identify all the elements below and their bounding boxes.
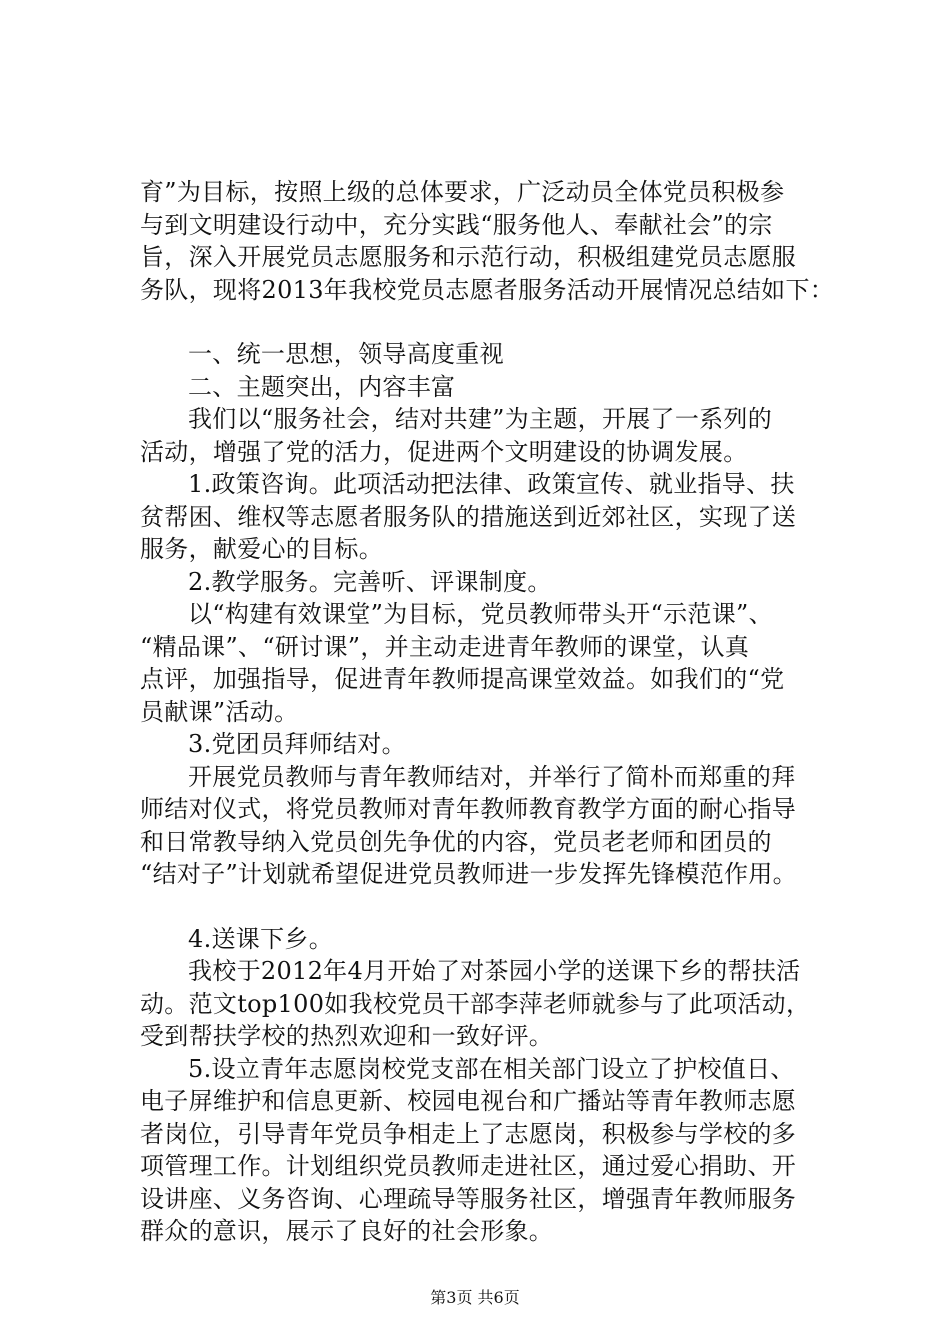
body-line: “结对子”计划就希望促进党员教师进一步发挥先锋模范作用。 xyxy=(140,860,797,888)
page-number-footer: 第3页 共6页 xyxy=(430,1288,520,1307)
body-line: 2.教学服务。完善听、评课制度。 xyxy=(188,567,552,596)
body-line: 4.送课下乡。 xyxy=(188,924,333,953)
body-line: 和日常教导纳入党员创先争优的内容，党员老老师和团员的 xyxy=(140,827,772,856)
body-line: 受到帮扶学校的热烈欢迎和一致好评。 xyxy=(140,1022,554,1050)
document-body xyxy=(140,176,835,1248)
body-line: 服务，献爱心的目标。 xyxy=(140,535,383,563)
body-line: 项管理工作。计划组织党员教师走进社区，通过爱心捐助、开 xyxy=(140,1152,797,1180)
section-heading: 二、主题突出，内容丰富 xyxy=(188,372,456,401)
body-line: 者岗位，引导青年党员争相走上了志愿岗，积极参与学校的多 xyxy=(140,1119,797,1148)
body-line: 5.设立青年志愿岗校党支部在相关部门设立了护校值日、 xyxy=(188,1054,795,1083)
body-line: 育”为目标，按照上级的总体要求，广泛动员全体党员积极参 xyxy=(140,178,785,206)
body-line: 务队，现将2013年我校党员志愿者服务活动开展情况总结如下： xyxy=(140,275,835,304)
body-line: 贫帮困、维权等志愿者服务队的措施送到近郊社区，实现了送 xyxy=(140,502,797,531)
body-line: 员献课”活动。 xyxy=(140,697,299,726)
body-line: 与到文明建设行动中，充分实践“服务他人、奉献社会”的宗 xyxy=(140,210,773,239)
body-line: 1.政策咨询。此项活动把法律、政策宣传、就业指导、扶 xyxy=(188,470,795,498)
paragraph-gap xyxy=(140,306,820,338)
body-line: 设讲座、义务咨询、心理疏导等服务社区，增强青年教师服务 xyxy=(140,1184,797,1213)
body-line: “精品课”、“研讨课”，并主动走进青年教师的课堂，认真 xyxy=(140,632,750,661)
body-line: 我们以“服务社会，结对共建”为主题，开展了一系列的 xyxy=(188,405,773,433)
paragraph-gap xyxy=(140,891,820,923)
body-line: 活动，增强了党的活力，促进两个文明建设的协调发展。 xyxy=(140,437,748,466)
body-line: 群众的意识，展示了良好的社会形象。 xyxy=(140,1217,554,1245)
body-line: 师结对仪式，将党员教师对青年教师教育教学方面的耐心指导 xyxy=(140,795,797,823)
body-line: 开展党员教师与青年教师结对，并举行了简朴而郑重的拜 xyxy=(188,762,796,791)
body-line: 旨，深入开展党员志愿服务和示范行动，积极组建党员志愿服 xyxy=(140,243,797,271)
section-heading: 一、统一思想，领导高度重视 xyxy=(188,340,504,368)
body-line: 点评，加强指导，促进青年教师提高课堂效益。如我们的“党 xyxy=(140,665,785,693)
body-line: 动。范文top100如我校党员干部李萍老师就参与了此项活动， xyxy=(140,989,811,1018)
body-line: 3.党团员拜师结对。 xyxy=(188,730,406,758)
body-line: 以“构建有效课堂”为目标，党员教师带头开“示范课”、 xyxy=(188,600,773,628)
body-line: 电子屏维护和信息更新、校园电视台和广播站等青年教师志愿 xyxy=(140,1087,797,1115)
body-line: 我校于2012年4月开始了对茶园小学的送课下乡的帮扶活 xyxy=(188,957,801,985)
